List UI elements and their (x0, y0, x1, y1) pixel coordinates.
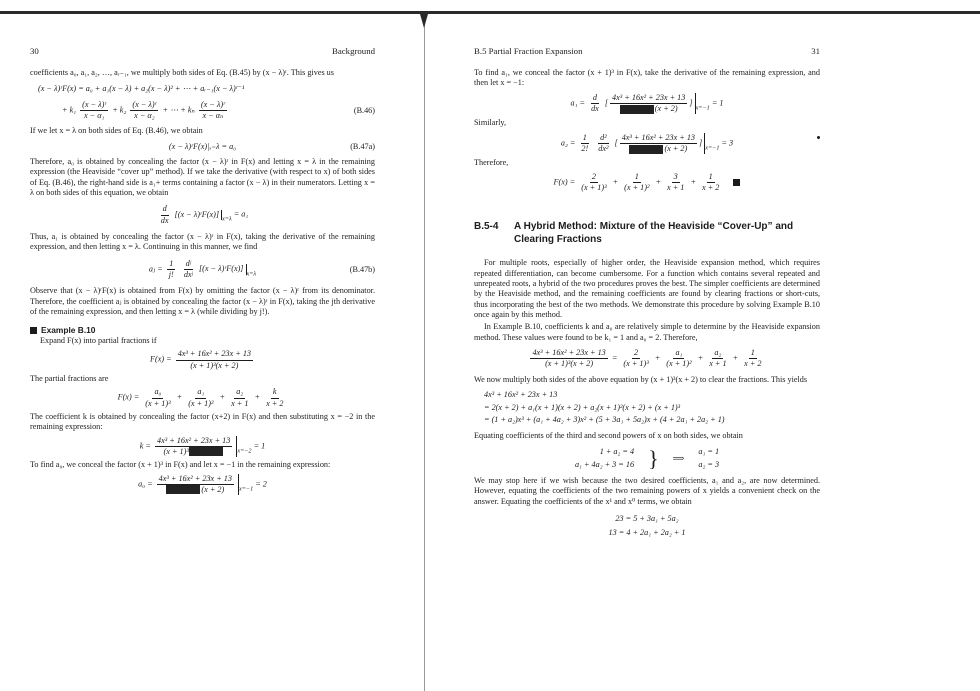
paragraph: Observe that (x − λ)ʳF(x) is obtained from F(x) by omitting the factor (x − λ)ʳ from its denominator. Therefore, the coefficient aⱼ is obtained by concealing the factor (x − λ)ʳ in F(x), taking the jth derivative of the remaining expression, and then letting x = λ (while dividing by j!). (30, 286, 375, 316)
cover-up-block (629, 145, 663, 154)
equation-hybrid: $\frac{\text{4x³ + 16x² + 23x + 13}}{\text{(x + 1)³(x + 2)}}$ = $\frac{2}{\text{(x + 1)³}}$ + $\frac{\text{a₁}}{\text{(x + 1)²}}$ + $\frac{\text{a₂}}{x + 1}$ + $\frac{1}{x + 2}$ (532, 347, 762, 369)
book-spine (424, 14, 425, 691)
equation-result: F(x) = $\frac{2}{\text{(x + 1)³}}$ + $\frac{1}{\text{(x + 1)²}}$ + $\frac{3}{x + 1}$ + $\frac{1}{x + 2}$ (474, 172, 820, 194)
paragraph: Therefore, a₀ is obtained by concealing the factor (x − λ)ʳ in F(x) and letting x = λ in the remaining expression (the Heaviside “cover up” method). If we take the derivative (with respect to x) of both sides of Eq. (B.46), the right-hand side is a₁+ terms containing a factor (x − λ) in their numerators. Letting x = λ on both sides of this equation, we obtain (30, 157, 375, 198)
page-number: 30 (30, 46, 39, 56)
equation-system: 1 + a₂ = 4 a₁ + 4a₂ + 3 = 16 } ⟹ a₁ = 1 a₂ = 3 (574, 445, 720, 471)
paragraph: Expand F(x) into partial fractions if (40, 335, 157, 345)
paragraph: In Example B.10, coefficients k and a₀ are relatively simple to determine by the Heaviside expansion method. These values were found to be k₁ = 1 and a₀ = 2. Therefore, (474, 322, 820, 342)
equation-label: (B.47b) (349, 264, 375, 274)
equation-Fx: F(x) = $\frac{\text{4x³ + 16x² + 23x + 13}}{\text{(x + 1)³(x + 2)}}$ (149, 349, 252, 370)
example-heading: Example B.10 (30, 325, 375, 336)
section-heading: B.5-4 A Hybrid Method: Mixture of the Heaviside “Cover-Up” and Clearing Fractions (474, 221, 794, 245)
equation-k: k = $\frac{\text{4x³ + 16x² + 23x + 13}}{\text{(x + 1)³}}$ $_{x=-2}$ = 1 (139, 435, 266, 456)
equation-a1: a₁ = $\frac{d}{dx}$ [ $\frac{\text{4x³ + 16x² + 23x + 13}}{(x + 2)}$ ]$_{x=-1} = 1$ (570, 92, 724, 114)
paragraph: The coefficient k is obtained by concealing the factor (x+2) in F(x) and then substituting x = −2 in the remaining expression: (30, 411, 375, 432)
paragraph: Thus, a₁ is obtained by concealing the factor (x − λ)ʳ in F(x), taking the derivative of the remaining expression, and then letting x = λ. Continuing in this manner, we find (30, 232, 375, 252)
cover-up-block (189, 447, 223, 456)
equation-label: (B.46) (353, 105, 375, 115)
paragraph: Similarly, (474, 118, 506, 128)
running-head: Background (332, 46, 375, 56)
equation-check: 23 = 5 + 3a₁ + 5a₂ 13 = 4 + 2a₁ + 2a₂ + 1 (608, 514, 686, 537)
left-header (30, 46, 375, 57)
right-header (474, 46, 820, 57)
equation-expansion: 4x³ + 16x² + 23x + 13 = 2(x + 2) + a₁(x + 1)(x + 2) + a₂(x + 1)²(x + 2) + (x + 1)³ = (1 + a₂)x³ + (a₁ + 4a₂ + 3)x² + (5 + 3a₁ + 5a₂)x + (4 + 2a₁ + 2a₂ + 1) (484, 389, 725, 425)
equation-b46-line1: (x − λ)ʳF(x) = a₀ + a₁(x − λ) + a₂(x − λ)² + ⋯ + aᵣ₋₁(x − λ)ʳ⁻¹ (38, 84, 245, 94)
end-of-example-icon (733, 179, 740, 186)
equation-a0: a₀ = $\frac{\text{4x³ + 16x² + 23x + 13}}{(x + 2)}$ $_{x=-1}$ = 2 (138, 473, 267, 494)
paragraph: If we let x = λ on both sides of Eq. (B.46), we obtain (30, 126, 203, 136)
paragraph: To find a₀, we conceal the factor (x + 1)³ in F(x) and let x = −1 in the remaining expression: (30, 460, 331, 470)
running-head: B.5 Partial Fraction Expansion (474, 46, 583, 56)
equation-a2: a₂ = $\frac{1}{2!}$ $\frac{\text{d²}}{\text{dx²}}$ [ $\frac{\text{4x³ + 16x² + 23x + 13}}{(x + 2)}$ ]$_{x=-1} = 3$ (560, 132, 734, 154)
equation-b47b: aⱼ = $\frac{1}{j!}$ $\frac{\text{dʲ}}{\text{dxʲ}}$ $[(x - \lambda)ʳF(x)]_{x=\lambda}$ (B.47b) (148, 258, 375, 279)
right-page (474, 46, 820, 691)
cover-up-block (166, 485, 200, 494)
paragraph: For multiple roots, especially of higher order, the Heaviside expansion method, which requires repeated differentiation, can become cumbersome. For a function which contains several repeated and unrepeated roots, a hybrid of the two procedures proves the best. The simpler coefficients are determined by the Heaviside method, and the remaining coefficients are found by clearing fractions or short-cuts, thus incorporating the best of the two methods. We demonstrate this procedure by solving Example B.10 once again by this method. (474, 258, 820, 319)
equation-derivative: $\frac{d}{dx}$ $[(x - \lambda)ʳF(x)]_{x=\lambda} = a_1$ (160, 204, 249, 225)
page-number: 31 (811, 46, 820, 56)
paragraph: coefficients a₀, a₁, a₂, …, aᵣ₋₁, we multiply both sides of Eq. (B.45) by (x − λ)ʳ. This gives us (30, 68, 334, 78)
equation-b47a: (x − λ)ʳF(x)|ₓ₌λ = a₀ (B.47a) (168, 141, 375, 151)
equation-b46-line2: + k₁ $\frac{\text{(x − λ)ʳ}}{\text{x − α₁}}$ + k₂ $\frac{\text{(x − λ)ʳ}}{\text{x − α₂}}$ + ⋯ + kₙ $\frac{\text{(x − λ)ʳ}}{\text{x − αₙ}}$ (B.46) (62, 99, 375, 121)
paragraph: We now multiply both sides of the above equation by (x + 1)³(x + 2) to clear the fractions. This yields (474, 374, 808, 384)
square-bullet-icon (30, 327, 37, 334)
paragraph: The partial fractions are (30, 373, 109, 383)
cover-up-block (620, 105, 654, 114)
paragraph: We may stop here if we wish because the two desired coefficients, a₁ and a₂, are now determined. However, equating the coefficients of the two remaining powers of x yields a convenient check on the answer. Equating the coefficients of the x¹ and x⁰ terms, we obtain (474, 476, 820, 506)
top-rule (0, 11, 980, 14)
equation-partial-fractions: F(x) = $\frac{\text{a₀}}{\text{(x + 1)³}}$ + $\frac{\text{a₁}}{\text{(x + 1)²}}$ + $\frac{\text{a₂}}{x + 1}$ + $\frac{k}{x + 2}$ (117, 387, 284, 408)
paragraph: Equating coefficients of the third and second powers of x on both sides, we obtain (474, 431, 743, 441)
left-page (30, 46, 375, 691)
equation-label: (B.47a) (350, 141, 375, 151)
paragraph: Therefore, (474, 158, 509, 168)
spine-marker (420, 14, 428, 28)
paragraph: To find a₁, we conceal the factor (x + 1)³ in F(x), take the derivative of the remaining expression, and then let x = −1: (474, 68, 820, 88)
